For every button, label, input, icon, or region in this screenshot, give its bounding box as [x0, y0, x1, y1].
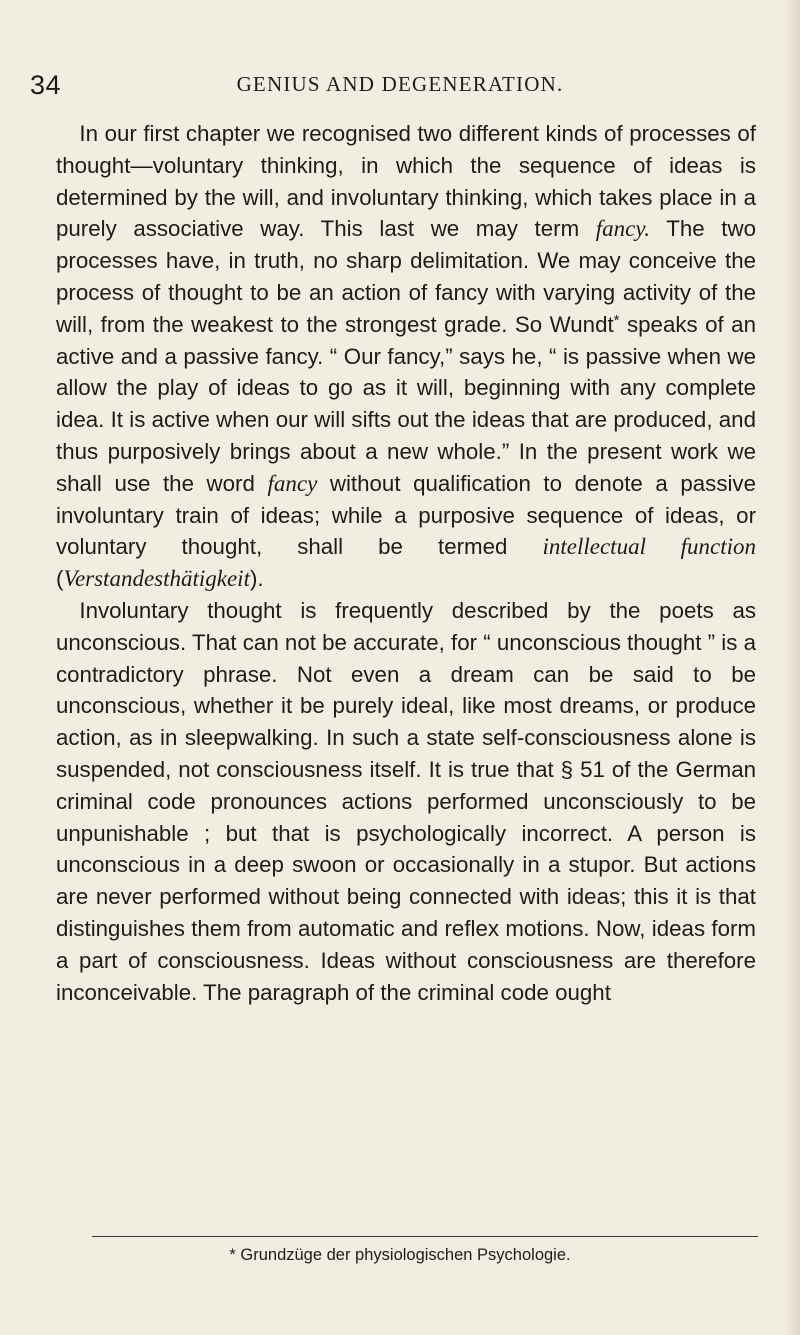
paragraph-1 — [56, 118, 756, 595]
italic-term-verstandesthatigkeit: Verstandesthätigkeit — [63, 566, 250, 592]
paragraph-1-text-c: speaks of an active and a passive fancy. “ Our fancy,” says he, “ is passive when we allow the play of ideas to go as it will, beginning with any complete idea. It is active when our will sifts out the ideas that are produced, and thus purposively brings about a new whole.” In the present work we shall use the word — [56, 311, 756, 496]
body-text — [56, 118, 756, 1008]
paragraph-1-text-e: ( — [56, 566, 64, 592]
page-edge-shade — [786, 0, 800, 1335]
footnote: * Grundzüge der physiologischen Psychologie. — [229, 1246, 571, 1264]
italic-term-intellectual-function: intellectual function — [542, 534, 756, 560]
italic-term-fancy: fancy. — [595, 216, 651, 242]
paragraph-1-text-a: In our first chapter we recognised two different kinds of processes of thought—voluntary thinking, in which the sequence of ideas is determined by the will, and involuntary thinking, which takes place in a purely associative way. This last we may term — [56, 121, 756, 242]
paragraph-2: Involuntary thought is frequently described by the poets as unconscious. That can not be accurate, for “ unconscious thought ” is a contradictory phrase. Not even a dream can be said to be unconscious, whether it be purely ideal, like most dreams, or produce action, as in sleepwalking. In such a state self-consciousness alone is suspended, not consciousness itself. It is true that § 51 of the German criminal code pronounces actions performed unconsciously to be unpunishable ; but that is psychologically incorrect. A person is unconscious in a deep swoon or occasionally in a stupor. But actions are never performed without being connected with ideas; this it is that distinguishes them from automatic and reflex motions. Now, ideas form a part of consciousness. Ideas without consciousness are therefore inconceivable. The paragraph of the criminal code ought — [56, 597, 756, 1005]
italic-term-fancy-2: fancy — [267, 470, 318, 496]
paragraph-1-text-d: without qualification to denote a passive involuntary train of ideas; while a purposive sequence of ideas, or voluntary thought, shall be termed — [56, 470, 756, 560]
footnote-marker: * — [613, 311, 620, 329]
running-head: GENIUS AND DEGENERATION. — [236, 72, 564, 96]
paragraph-1-text-f: ). — [249, 566, 264, 592]
paragraph-1-text-b: The two processes have, in truth, no sharp delimitation. We may conceive the process of thought to be an action of fancy with varying activity of the will, from the weakest to the strongest grade. So Wundt — [56, 216, 756, 337]
footnote-divider — [92, 1236, 758, 1237]
page-number: 34 — [30, 70, 62, 100]
